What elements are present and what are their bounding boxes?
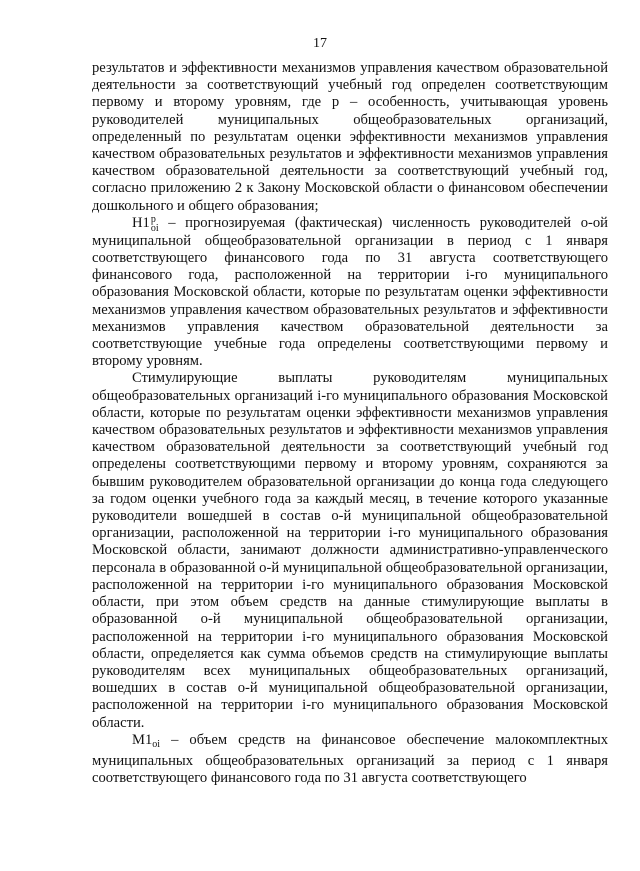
paragraph-m1-definition	[92, 732, 608, 788]
paragraph-incentive-payments: Стимулирующие выплаты руководителям муниципальных общеобразовательных организаций i-го муниципального образования Московской области, которые по результатам оценки эффективности механизмов управления качеством образовательных результатов и эффективности механизмов управления качеством образовательной деятельности за соответствующий учебный год определены соответствующими первому и второму уровням, сохраняются за бывшим руководителем образовательной организации до конца года следующего за годом оценки учебного года за каждый месяц, в течение которого указанные руководители вошедшей в состав o-й муниципальной общеобразовательной организации, расположенной на территории i-го муниципального образования Московской области, занимают должности административно-управленческого персонала в образованной o-й муниципальной общеобразовательной организации, расположенной на территории i-го муниципального образования Московской области, при этом объем средств на данные стимулирующие выплаты в образованной o-й муниципальной общеобразовательной организации, расположенной на территории i-го муниципального образования Московской области, определяется как сумма объемов средств на стимулирующие выплаты руководителям всех муниципальных общеобразовательных организаций, вошедших в состав o-й муниципальной общеобразовательной организации, расположенной на территории i-го муниципального образования Московской области.	[92, 370, 608, 731]
paragraph-h1-definition	[92, 215, 608, 371]
page-number: 17	[313, 36, 327, 51]
h1-definition-text: – прогнозируемая (фактическая) численность руководителей o-ой муниципальной общеобразовательной организации в период с 1 января соответствующего финансового года по 31 августа соответствующего финансового года, расположенной на территории i-го муниципального образования Московской области, которые по результатам оценки эффективности механизмов управления качеством образовательных результатов и эффективности механизмов управления качеством образовательной деятельности за соответствующие учебные года определены соответствующими первому и второму уровням.	[92, 214, 608, 370]
h1-symbol: H1	[132, 214, 150, 231]
h1-superscript: p	[150, 213, 156, 225]
h1-indices	[151, 215, 159, 233]
m1-symbol: M1	[132, 731, 153, 748]
body-text	[92, 60, 608, 787]
m1-subscript: oi	[152, 738, 161, 750]
paragraph-continuation: результатов и эффективности механизмов управления качеством образовательной деятельности за соответствующий учебный год определен соответствующим первому и второму уровням, где p – особенность, учитывающая уровень руководителей муниципальных общеобразовательных организаций, определенный по результатам оценки эффективности механизмов управления качеством образовательных результатов и эффективности механизмов управления качеством образовательной деятельности за соответствующий учебный год, согласно приложению 2 к Закону Московской области о финансовом обеспечении дошкольного и общего образования;	[92, 60, 608, 214]
m1-definition-text: – объем средств на финансовое обеспечение малокомплектных муниципальных общеобразовательных организаций за период с 1 января соответствующего финансового года по 31 августа соответствующего	[92, 731, 608, 787]
h1-subscript: oi	[150, 222, 159, 234]
